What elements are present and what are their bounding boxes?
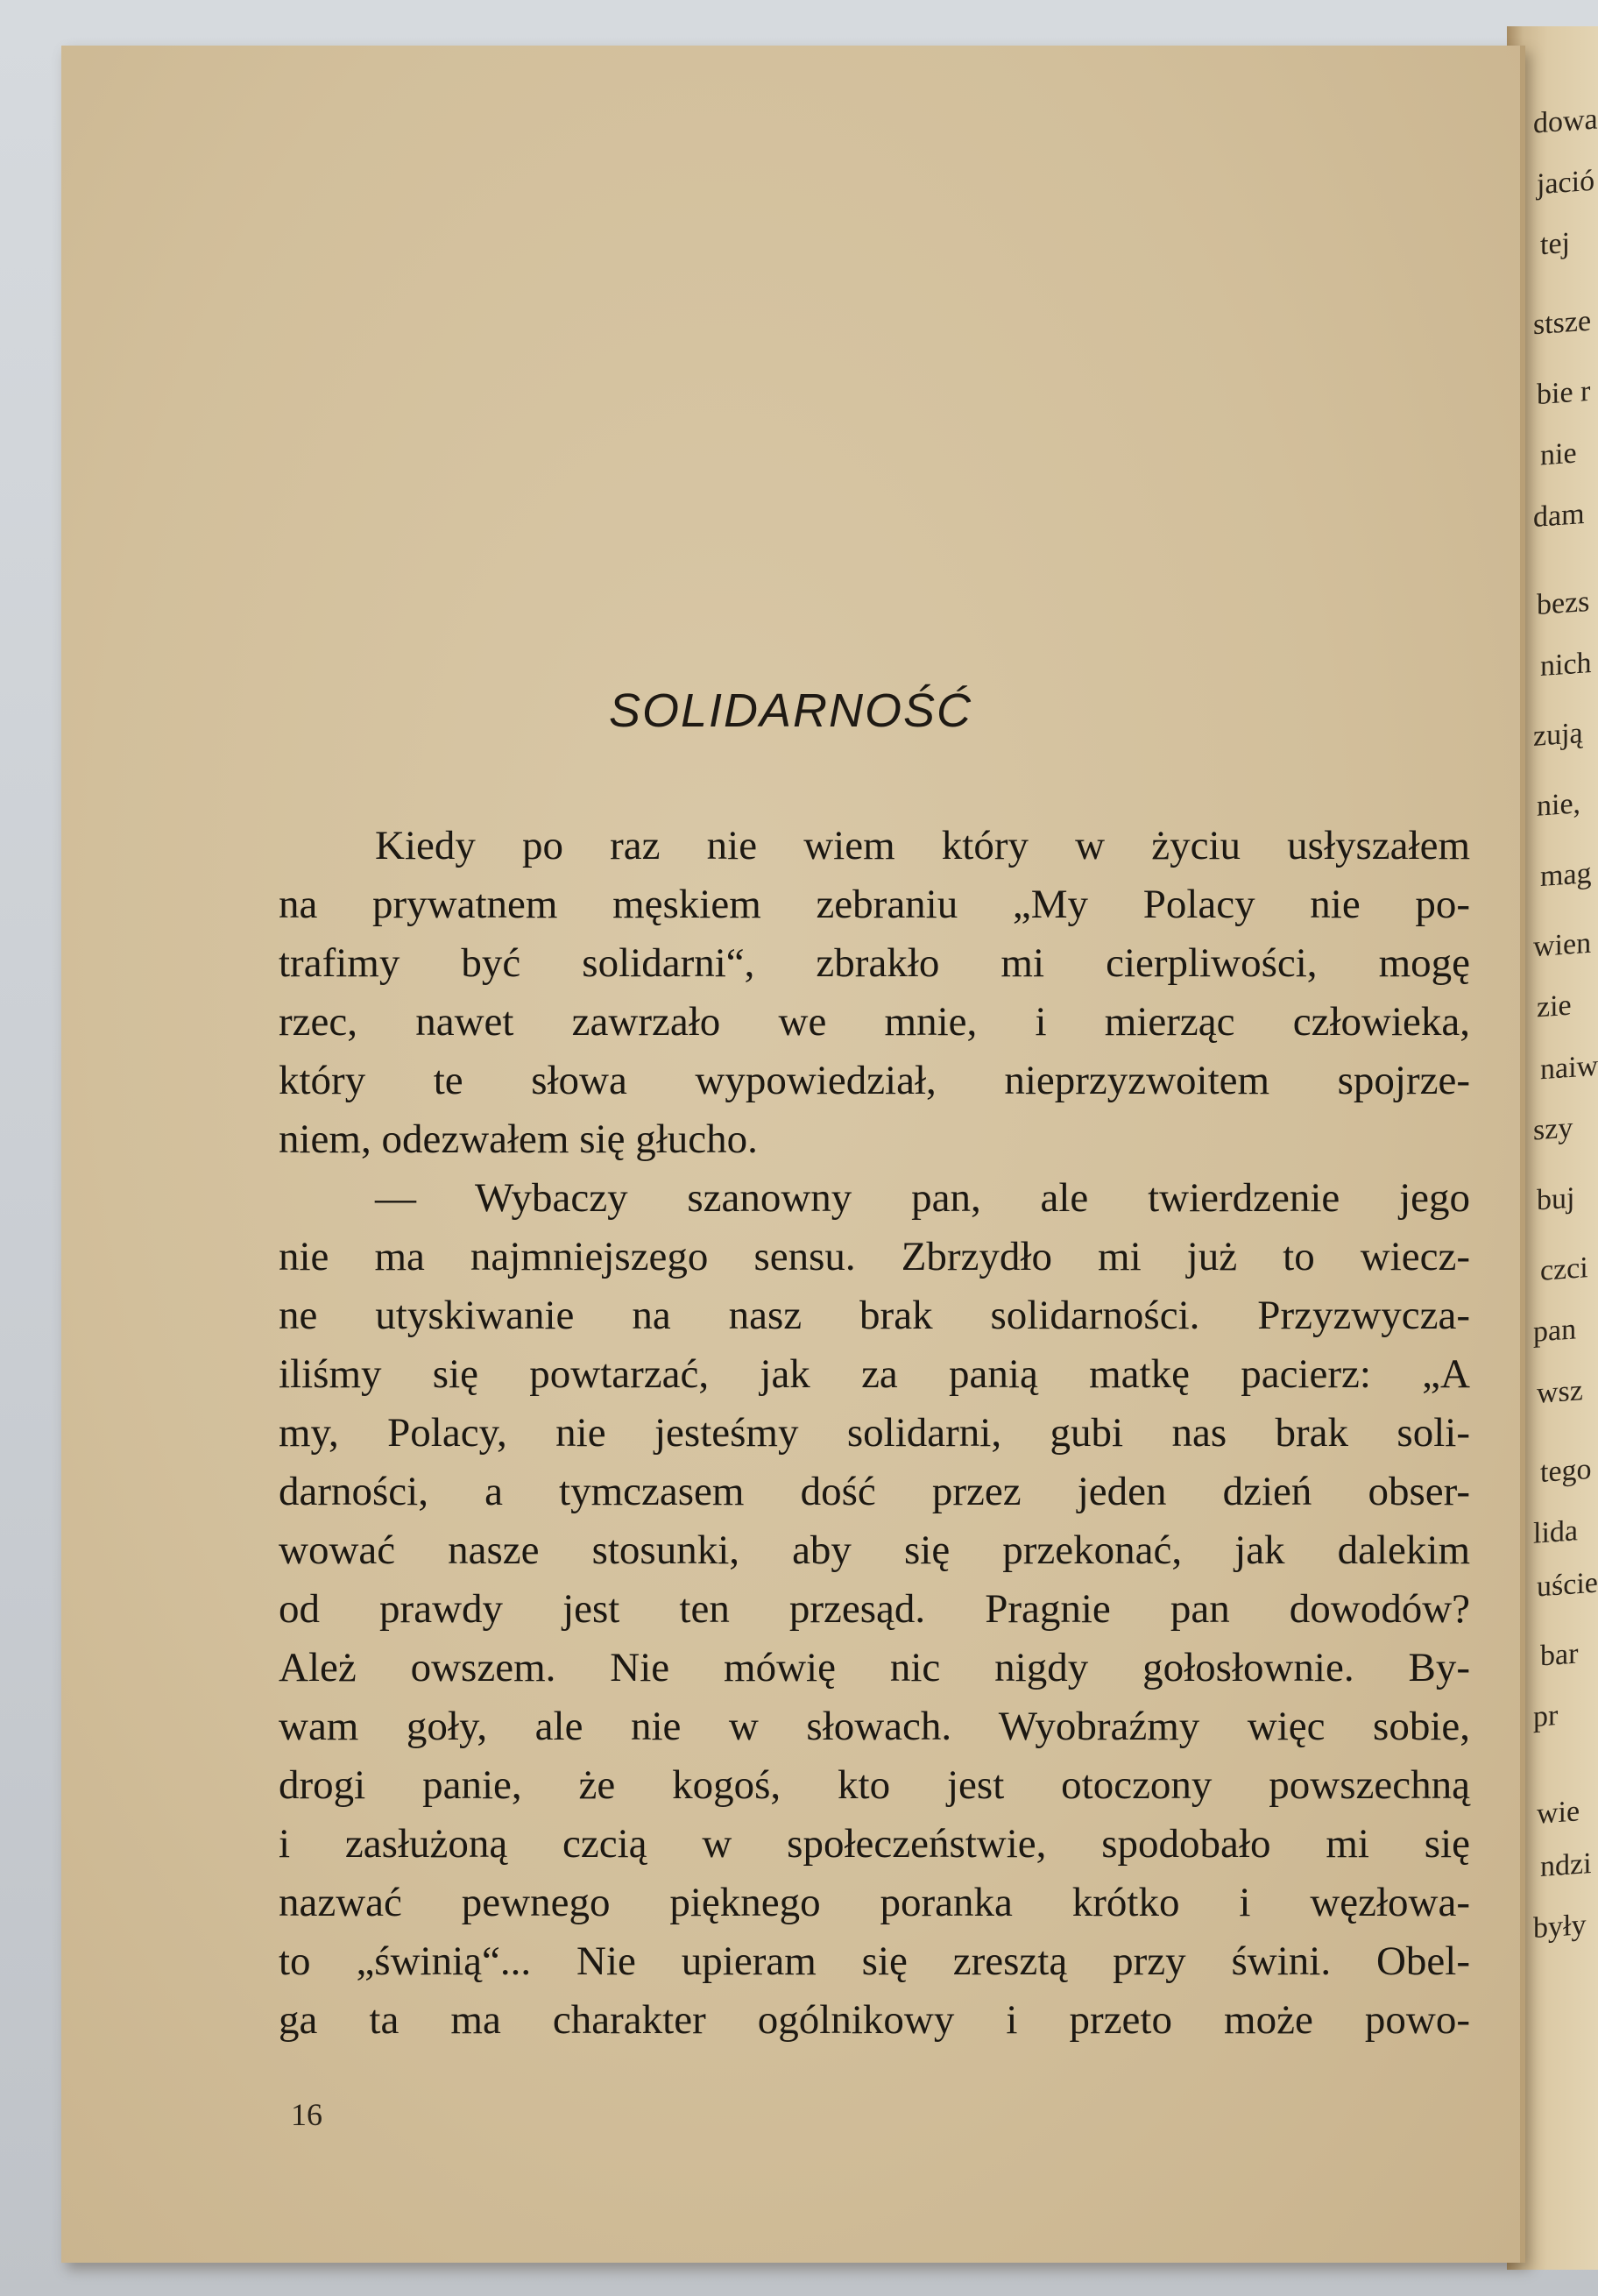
text-line: — Wybaczy szanowny pan, ale twierdzenie jego xyxy=(375,1175,1470,1221)
text-line: ne utyskiwanie na nasz brak solidarności. Przyzwycza- xyxy=(279,1293,1470,1338)
facing-page-fragment: dam xyxy=(1533,497,1585,535)
book-page xyxy=(61,46,1525,2263)
facing-page-fragment: nie xyxy=(1540,436,1577,472)
text-line: wować nasze stosunki, aby się przekonać, jak dalekim xyxy=(279,1527,1470,1573)
facing-page-fragment: wsz xyxy=(1537,1374,1583,1410)
text-line: Ależ owszem. Nie mówię nic nigdy gołosłownie. By- xyxy=(279,1645,1470,1690)
facing-page-fragment: bie r xyxy=(1537,374,1591,412)
facing-page-fragment: tej xyxy=(1540,226,1570,262)
facing-page-fragment: mag xyxy=(1540,856,1592,894)
facing-page-fragment: lida xyxy=(1533,1514,1578,1550)
facing-page-fragment: dowa xyxy=(1533,103,1598,140)
text-line: nie ma najmniejszego sensu. Zbrzydło mi już to wiecz- xyxy=(279,1234,1470,1279)
facing-page-fragment: naiw xyxy=(1540,1049,1598,1087)
text-line: niem, odezwałem się głucho. xyxy=(279,1116,758,1162)
text-line: to „świnią“... Nie upieram się zresztą przy świni. Obel- xyxy=(279,1938,1470,1984)
text-line: trafimy być solidarni“, zbrakło mi cierpliwości, mogę xyxy=(279,940,1470,986)
facing-page-fragment: nie, xyxy=(1537,787,1581,823)
bleed-through-text xyxy=(307,265,1481,720)
facing-page-fragment: pan xyxy=(1533,1313,1577,1349)
text-line: od prawdy jest ten przesąd. Pragnie pan dowodów? xyxy=(279,1586,1470,1632)
text-line: ga ta ma charakter ogólnikowy i przeto może powo- xyxy=(279,1997,1470,2043)
text-line: na prywatnem męskiem zebraniu „My Polacy nie po- xyxy=(279,882,1470,927)
text-line: drogi panie, że kogoś, kto jest otoczony powszechną xyxy=(279,1762,1470,1808)
facing-page-fragment: uście xyxy=(1537,1566,1598,1604)
text-line: Kiedy po raz nie wiem który w życiu usłyszałem xyxy=(375,823,1470,868)
text-line: który te słowa wypowiedział, nieprzyzwoitem spojrze- xyxy=(279,1058,1470,1103)
page-number: 16 xyxy=(291,2097,322,2132)
facing-page-fragment: bezs xyxy=(1537,585,1590,622)
text-line: iliśmy się powtarzać, jak za panią matkę pacierz: „A xyxy=(279,1351,1470,1397)
facing-page-fragment: ndzi xyxy=(1540,1846,1592,1884)
facing-page-fragment: stsze xyxy=(1533,304,1592,342)
text-line: rzec, nawet zawrzało we mnie, i mierząc człowieka, xyxy=(279,999,1470,1045)
facing-page-fragment: nich xyxy=(1540,646,1592,684)
facing-page-fragment: tego xyxy=(1540,1452,1592,1490)
facing-page-fragment: bar xyxy=(1540,1637,1579,1673)
text-line: wam goły, ale nie w słowach. Wyobraźmy więc sobie, xyxy=(279,1704,1470,1749)
chapter-title: SOLIDARNOŚĆ xyxy=(608,684,973,737)
text-line: darności, a tymczasem dość przez jeden dzień obser- xyxy=(279,1469,1470,1514)
text-line: i zasłużoną czcią w społeczeństwie, spodobało mi się xyxy=(279,1821,1470,1867)
facing-page-fragment: zują xyxy=(1533,717,1583,753)
facing-page-fragment: czci xyxy=(1540,1251,1588,1287)
facing-page-fragment: zie xyxy=(1537,989,1572,1024)
facing-page-fragment: wien xyxy=(1533,926,1592,964)
facing-page-fragment: były xyxy=(1533,1908,1587,1945)
facing-page-fragment: pr xyxy=(1533,1699,1559,1733)
facing-page-fragment: buj xyxy=(1537,1181,1575,1217)
text-line: my, Polacy, nie jesteśmy solidarni, gubi nas brak soli- xyxy=(279,1410,1470,1456)
text-line: nazwać pewnego pięknego poranka krótko i węzłowa- xyxy=(279,1880,1470,1925)
body-text xyxy=(279,817,1470,2050)
facing-page-fragment: wie xyxy=(1537,1795,1580,1831)
facing-page-fragment: jació xyxy=(1537,164,1595,202)
facing-page-fragment: szy xyxy=(1533,1111,1573,1147)
